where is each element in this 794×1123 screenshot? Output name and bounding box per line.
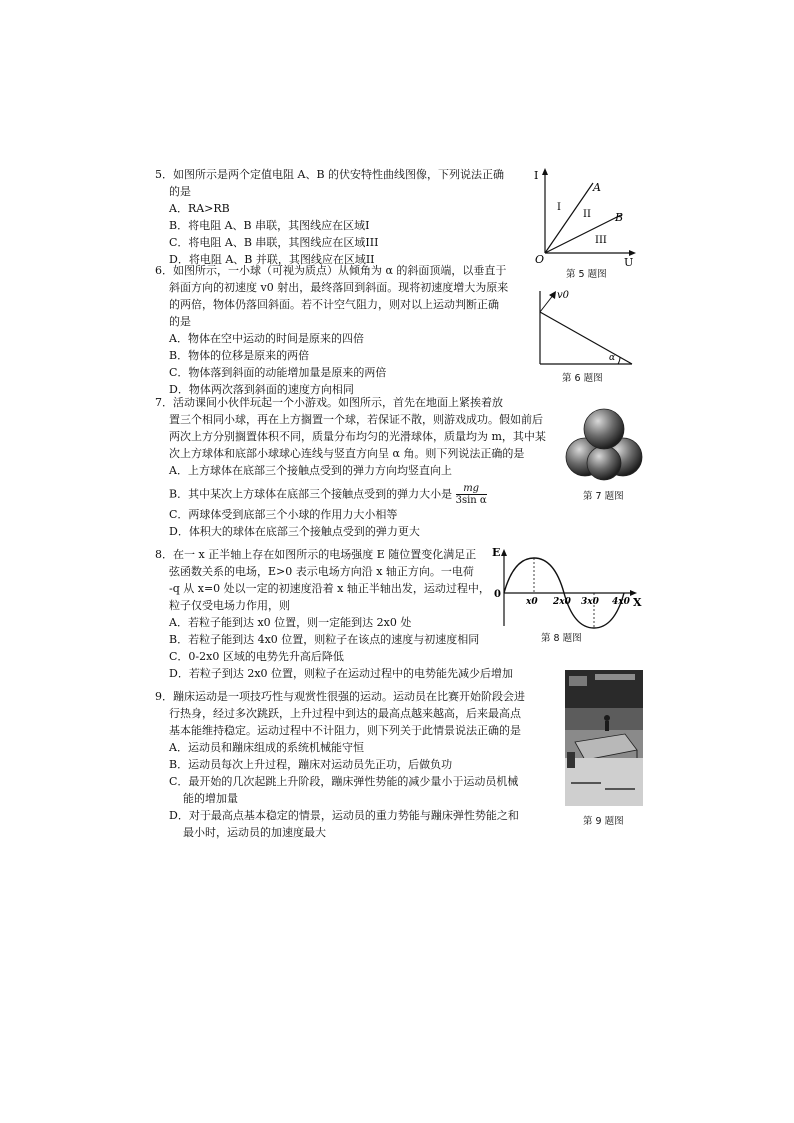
question-5 [155, 166, 535, 268]
q9-option-d: D．对于最高点基本稳定的情景，运动员的重力势能与蹦床弹性势能之和 [169, 809, 519, 823]
q5-option-b: B．将电阻 A、B 串联，其图线应在区域I [169, 219, 370, 233]
q9-line-3: 基本能维持稳定。运动过程中不计阻力，则下列关于此情景说法正确的是 [169, 724, 521, 738]
q8-tick-x0: x0 [526, 597, 538, 607]
q5-iu-graph [525, 165, 640, 270]
q5-axis-u-label: U [624, 256, 634, 269]
q6-v0-label: v0 [557, 290, 570, 301]
q7-fraction-numerator: mg [456, 483, 487, 495]
q7-fraction-denominator: 3sin α [455, 495, 487, 507]
q8-option-c: C．0-2x0 区域的电势先升高后降低 [169, 650, 344, 664]
q6-caption: 第 6 题图 [562, 373, 603, 384]
q7-option-b-text: B．其中某次上方球体在底部三个接触点受到的弹力大小是 [169, 487, 453, 501]
q7-option-a: A．上方球体在底部三个接触点受到的弹力方向均竖直向上 [169, 464, 452, 478]
q8-e-x-graph [490, 546, 645, 630]
q5-caption: 第 5 题图 [566, 269, 607, 280]
q8-caption: 第 8 题图 [541, 633, 582, 644]
q9-caption: 第 9 题图 [583, 816, 624, 827]
q8-line-1: 8．在一 x 正半轴上存在如图所示的电场强度 E 随位置变化满足正 [155, 548, 477, 561]
q8-axis-e-label: E [492, 546, 501, 559]
q7-line-3: 两次上方分别搁置体积不同，质量分布均匀的光滑球体，质量均为 m，其中某 [169, 430, 546, 444]
q5-line-b-label: B [615, 211, 624, 224]
q8-origin-label: 0 [494, 589, 501, 600]
q8-option-b: B．若粒子能到达 4x0 位置，则粒子在该点的速度与初速度相同 [169, 633, 480, 647]
q6-option-d: D．物体两次落到斜面的速度方向相同 [169, 383, 354, 397]
q6-incline-diagram [530, 286, 640, 371]
q5-option-d: D．将电阻 A、B 并联，其图线应在区域II [169, 253, 375, 267]
q5-option-c: C．将电阻 A、B 串联，其图线应在区域III [169, 236, 379, 250]
q9-option-c: C．最开始的几次起跳上升阶段，蹦床弹性势能的减少量小于运动员机械 [169, 775, 519, 789]
q6-line-1: 6．如图所示，一小球（可视为质点）从倾角为 α 的斜面顶端，以垂直于 [155, 264, 507, 277]
q5-region-1-label: I [557, 202, 561, 213]
q8-line-4: 粒子仅受电场力作用，则 [169, 599, 290, 613]
q6-option-b: B．物体的位移是原来的两倍 [169, 349, 310, 363]
q5-line-1: 5．如图所示是两个定值电阻 A、B 的伏安特性曲线图像，下列说法正确 [155, 168, 505, 181]
q9-line-1: 9．蹦床运动是一项技巧性与观赏性很强的运动。运动员在比赛开始阶段会进 [155, 690, 525, 703]
q7-option-b [155, 483, 555, 506]
q5-origin-label: O [535, 253, 545, 266]
q8-tick-2x0: 2x0 [553, 597, 571, 607]
q8-option-d: D．若粒子到达 2x0 位置，则粒子在运动过程中的电势能先减少后增加 [169, 667, 514, 681]
q9-trampoline-photo [565, 670, 643, 806]
q8-line-3: -q 从 x=0 处以一定的初速度沿着 x 轴正半轴出发，运动过程中， [169, 582, 490, 596]
q6-line-4: 的是 [169, 315, 191, 329]
q5-line-a-label: A [593, 181, 601, 194]
q7-balls-photo [563, 405, 645, 481]
q9-option-d-cont: 最小时，运动员的加速度最大 [183, 826, 326, 840]
q7-line-4: 次上方球体和底部小球球心连线与竖直方向呈 α 角。则下列说法正确的是 [169, 447, 525, 461]
q8-tick-3x0: 3x0 [581, 597, 599, 607]
q7-caption: 第 7 题图 [583, 491, 624, 502]
q9-option-c-cont: 能的增加量 [183, 792, 238, 806]
q8-axis-x-label: X [633, 596, 642, 609]
q6-option-a: A．物体在空中运动的时间是原来的四倍 [169, 332, 364, 346]
q9-line-2: 行热身，经过多次跳跃，上升过程中到达的最高点越来越高，后来最高点 [169, 707, 521, 721]
question-9 [155, 688, 565, 841]
q6-alpha-label: α [609, 353, 616, 363]
q7-line-1: 7．活动课间小伙伴玩起一个小游戏。如图所示，首先在地面上紧挨着放 [155, 396, 503, 409]
q5-region-3-label: III [595, 235, 607, 246]
q9-option-a: A．运动员和蹦床组成的系统机械能守恒 [169, 741, 364, 755]
q6-line-3: 的两倍，物体仍落回斜面。若不计空气阻力，则对以上运动判断正确 [169, 298, 499, 312]
question-6 [155, 262, 535, 398]
question-7 [155, 394, 555, 540]
q7-line-2: 置三个相同小球，再在上方搁置一个球，若保证不散，则游戏成功。假如前后 [169, 413, 543, 427]
q7-option-c: C．两球体受到底部三个小球的作用力大小相等 [169, 508, 398, 522]
q5-option-a: A．RA>RB [169, 202, 230, 216]
q7-option-d: D．体积大的球体在底部三个接触点受到的弹力更大 [169, 525, 420, 539]
q5-line-2: 的是 [169, 185, 191, 199]
q8-tick-4x0: 4x0 [612, 597, 630, 607]
q6-line-2: 斜面方向的初速度 v0 射出，最终落回到斜面。现将初速度增大为原来 [169, 281, 509, 295]
q5-axis-i-label: I [534, 169, 539, 182]
q9-option-b: B．运动员每次上升过程，蹦床对运动员先正功，后做负功 [169, 758, 453, 772]
q5-region-2-label: II [583, 209, 591, 220]
q8-option-a: A．若粒子能到达 x0 位置，则一定能到达 2x0 处 [169, 616, 412, 630]
q6-option-c: C．物体落到斜面的动能增加量是原来的两倍 [169, 366, 387, 380]
q8-line-2: 弦函数关系的电场，E>0 表示电场方向沿 x 轴正方向。一电荷 [169, 565, 474, 579]
q7-fraction [456, 483, 487, 506]
